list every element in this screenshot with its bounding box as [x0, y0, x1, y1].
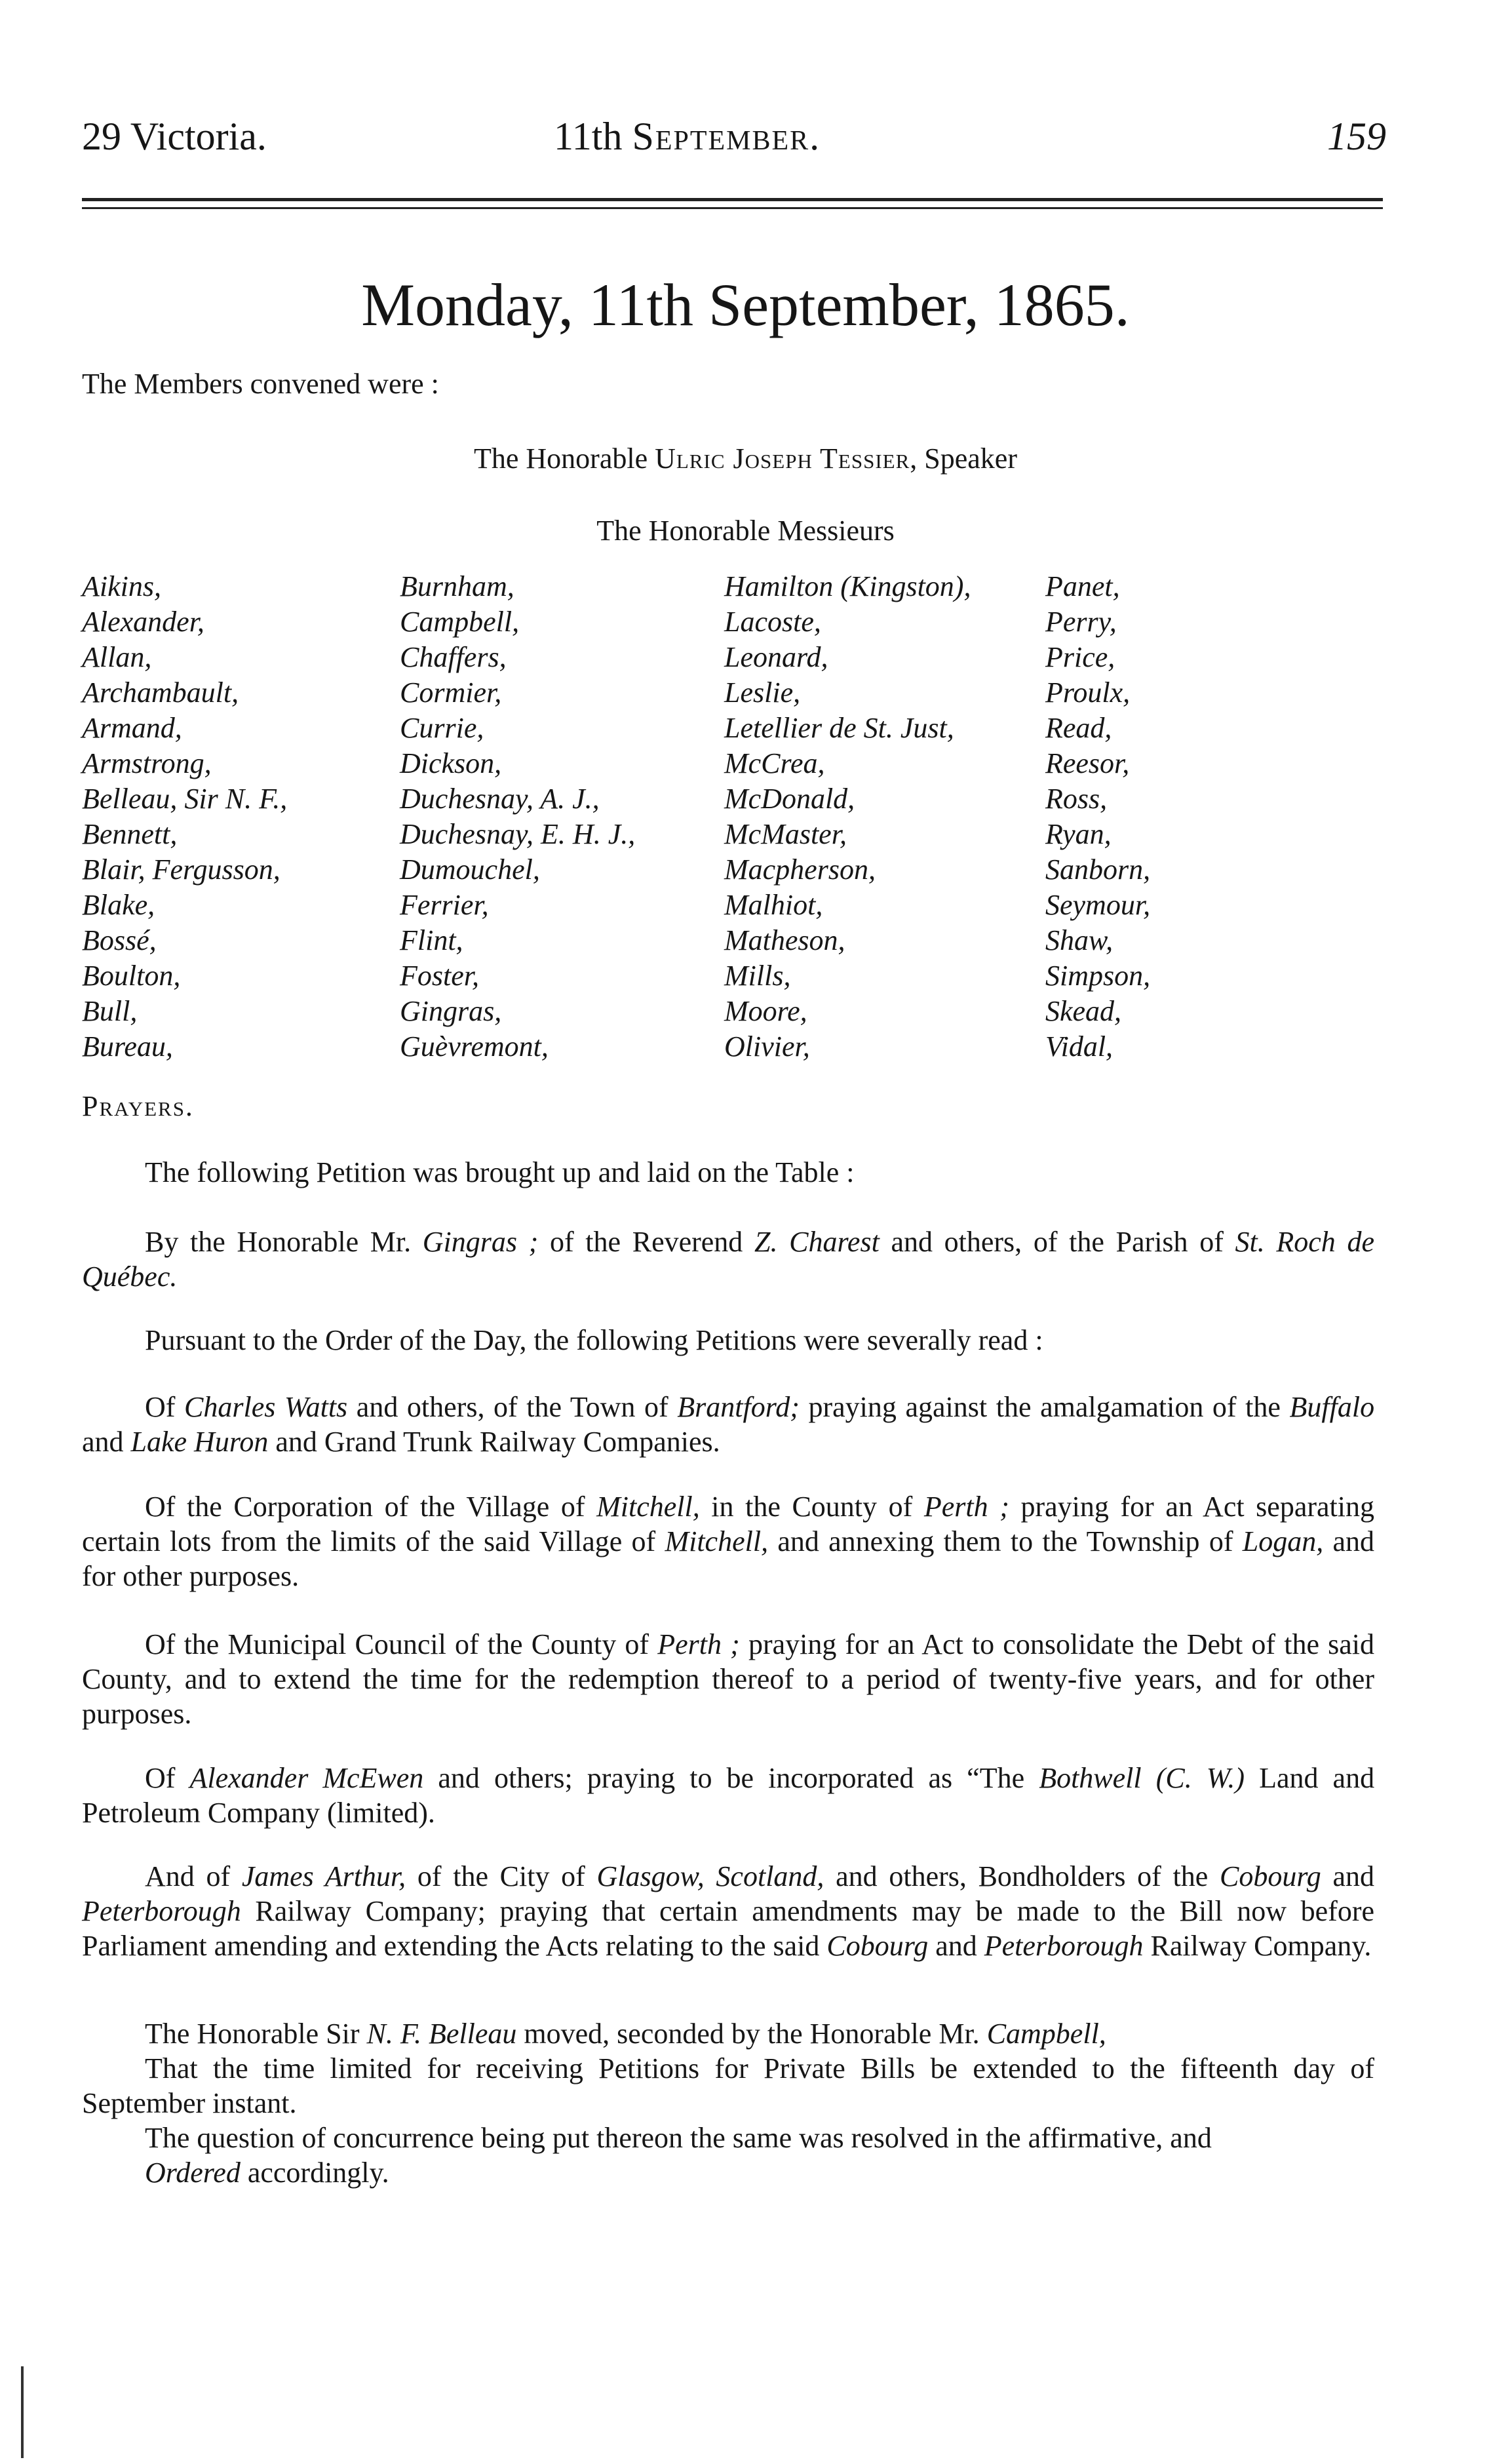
member-name: McDonald, [724, 783, 855, 815]
member-name: Olivier, [724, 1030, 810, 1063]
running-date [554, 110, 821, 163]
member-name: Proulx, [1045, 676, 1131, 709]
mcewen-petition-paragraph: Of Alexander McEwen and others; praying to be incorporated as “The Bothwell (C. W.) Land and Petroleum Company (limited). [82, 1762, 1375, 1829]
messieurs-heading: The Honorable Messieurs [596, 515, 895, 547]
members-list [82, 569, 1386, 1063]
member-name: Reesor, [1045, 747, 1130, 779]
speaker-prefix: The Honorable [474, 442, 648, 475]
date-heading: Monday, 11th September, 1865. [361, 271, 1130, 338]
running-date-day: 11th [554, 115, 623, 158]
member-name: Moore, [724, 995, 807, 1027]
arthur-petition-paragraph: And of James Arthur, of the City of Glasgow, Scotland, and others, Bondholders of the Cobourg and Peterborough Railway Company; praying that certain amendments may be made to the Bill now before Parliament amending and extending the Acts relating to the said Cobourg and Peterborough Railway Company. [82, 1860, 1375, 1962]
member-name: Boulton, [82, 960, 181, 992]
running-date-month: September. [632, 115, 821, 158]
member-name: Seymour, [1045, 889, 1151, 921]
member-name: Cormier, [400, 676, 502, 709]
mitchell-petition-paragraph: Of the Corporation of the Village of Mitchell, in the County of Perth ; praying for an Act separating certain lots from the limits of the said Village of Mitchell, and annexing them to the Township of Logan, and for other purposes. [82, 1491, 1375, 1592]
member-name: McMaster, [724, 818, 847, 850]
member-name: Bossé, [82, 924, 157, 956]
members-column-3 [724, 569, 971, 1065]
member-name: Duchesnay, E. H. J., [400, 818, 636, 850]
prayers-heading: Prayers. [82, 1090, 194, 1122]
member-name: Read, [1045, 712, 1112, 744]
perth-council-petition-paragraph: Of the Municipal Council of the County of Perth ; praying for an Act to consolidate the Debt of the said County, and to extend the time for the redemption thereof to a period of twenty-five years, and for other purposes. [82, 1628, 1375, 1730]
member-name: Flint, [400, 924, 463, 956]
member-name: Gingras, [400, 995, 502, 1027]
member-name: Foster, [400, 960, 479, 992]
watts-petition-paragraph: Of Charles Watts and others, of the Town of Brantford; praying against the amalgamation of the Buffalo and Lake Huron and Grand Trunk Railway Companies. [82, 1391, 1375, 1458]
members-column-2 [400, 569, 635, 1065]
member-name: Ryan, [1045, 818, 1112, 850]
members-column-4 [1045, 569, 1150, 1065]
member-name: Vidal, [1045, 1030, 1113, 1063]
speaker-line [0, 440, 1491, 477]
member-name: Malhiot, [724, 889, 823, 921]
member-name: Duchesnay, A. J., [400, 783, 600, 815]
member-name: Dickson, [400, 747, 502, 779]
member-name: Hamilton (Kingston), [724, 570, 971, 602]
member-name: Panet, [1045, 570, 1120, 602]
member-name: Armstrong, [82, 747, 212, 779]
header-rule-thin [82, 207, 1383, 209]
member-name: Lacoste, [724, 606, 821, 638]
member-name: Price, [1045, 641, 1115, 673]
member-name: Currie, [400, 712, 484, 744]
member-name: Armand, [82, 712, 182, 744]
member-name: Aikins, [82, 570, 161, 602]
member-name: Leslie, [724, 676, 801, 709]
member-name: Campbell, [400, 606, 520, 638]
member-name: Ferrier, [400, 889, 489, 921]
member-name: Mills, [724, 960, 791, 992]
member-name: Belleau, Sir N. F., [82, 783, 288, 815]
member-name: Matheson, [724, 924, 845, 956]
member-name: Skead, [1045, 995, 1122, 1027]
member-name: Shaw, [1045, 924, 1113, 956]
member-name: Leonard, [724, 641, 828, 673]
member-name: Sanborn, [1045, 853, 1151, 886]
member-name: Allan, [82, 641, 152, 673]
member-name: Blair, Fergusson, [82, 853, 281, 886]
member-name: Chaffers, [400, 641, 507, 673]
member-name: Bennett, [82, 818, 178, 850]
member-name: Macpherson, [724, 853, 876, 886]
member-name: Burnham, [400, 570, 514, 602]
motion-text: That the time limited for receiving Petitions for Private Bills be extended to the fifteenth day of September instant. [82, 2052, 1374, 2119]
scan-margin-mark [21, 2366, 24, 2458]
members-convened-line: The Members convened were : [82, 368, 439, 400]
speaker-suffix: , Speaker [910, 442, 1017, 475]
member-name: Ross, [1045, 783, 1108, 815]
motion-result: The question of concurrence being put thereon the same was resolved in the affirmative, and [145, 2122, 1212, 2154]
member-name: Dumouchel, [400, 853, 540, 886]
member-name: Guèvremont, [400, 1030, 549, 1063]
page-number: 159 [1327, 115, 1386, 158]
gingras-petition-paragraph: By the Honorable Mr. Gingras ; of the Reverend Z. Charest and others, of the Parish of St. Roch de Québec. [82, 1226, 1374, 1293]
members-column-1 [82, 569, 287, 1065]
member-name: Letellier de St. Just, [724, 712, 954, 744]
petition-laid-paragraph: The following Petition was brought up and laid on the Table : [145, 1156, 855, 1188]
motion-paragraph: The Honorable Sir N. F. Belleau moved, seconded by the Honorable Mr. Campbell, That the time limited for receiving Petitions for Private Bills be extended to the fifteenth day of September instant. The question of concurrence being put thereon the same was resolved in the affirmative, and Ordered accordingly. [82, 2018, 1374, 2189]
running-head [82, 110, 1386, 163]
member-name: Perry, [1045, 606, 1117, 638]
ordered-line: Ordered accordingly. [145, 2157, 389, 2189]
member-name: Bureau, [82, 1030, 173, 1063]
member-name: Simpson, [1045, 960, 1151, 992]
order-of-day-paragraph: Pursuant to the Order of the Day, the following Petitions were severally read : [145, 1324, 1043, 1356]
member-name: Blake, [82, 889, 155, 921]
speaker-name: Ulric Joseph Tessier [655, 442, 910, 475]
member-name: Archambault, [82, 676, 239, 709]
member-name: Alexander, [82, 606, 204, 638]
member-name: McCrea, [724, 747, 825, 779]
member-name: Bull, [82, 995, 138, 1027]
header-rule-thick [82, 198, 1383, 201]
session-label: 29 Victoria. [82, 115, 267, 158]
